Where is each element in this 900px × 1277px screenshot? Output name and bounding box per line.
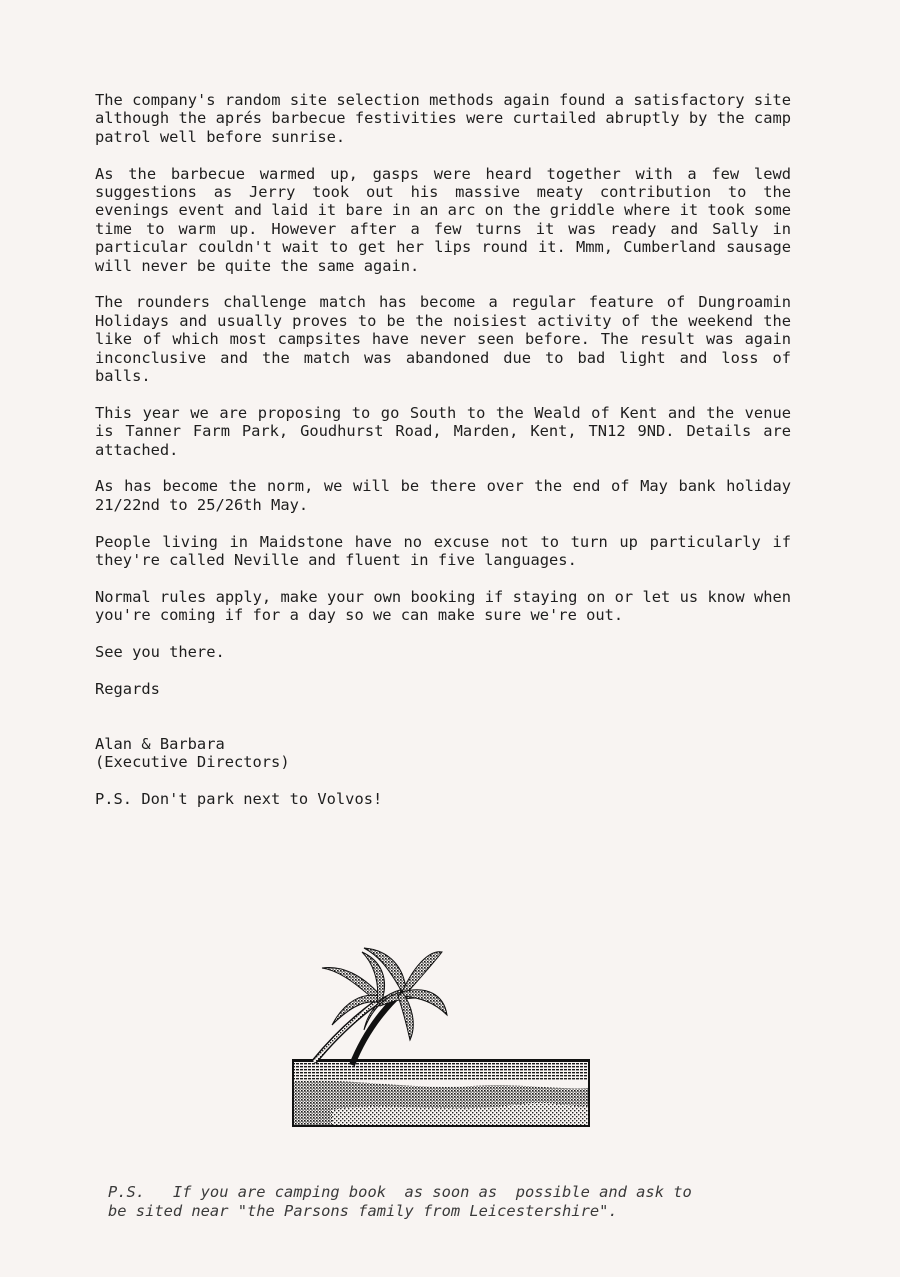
letter-body: [95, 91, 791, 827]
paragraph-rules: Normal rules apply, make your own booking if staying on or let us know when you're coming if for a day so we can make sure we're out.: [95, 587, 791, 625]
signature-block: [95, 735, 791, 772]
paragraph-venue: This year we are proposing to go South to the Weald of Kent and the venue is Tanner Farm Park, Goudhurst Road, Marden, Kent, TN12 9ND. Details are attached.: [95, 403, 791, 459]
signatory-title: (Executive Directors): [95, 753, 290, 772]
footer-postscript-line-2: be sited near "the Parsons family from Leicestershire".: [108, 1201, 618, 1220]
regards-line: Regards: [95, 679, 160, 698]
signatory-name: Alan & Barbara: [95, 735, 225, 754]
paragraph-dates: As has become the norm, we will be there over the end of May bank holiday 21/22nd to 25/26th May.: [95, 477, 791, 514]
see-you-line: See you there.: [95, 643, 225, 662]
palm-tree-beach-icon: [292, 940, 590, 1128]
paragraph-maidstone: People living in Maidstone have no excuse not to turn up particularly if they're called Neville and fluent in five languages.: [95, 532, 791, 570]
footer-postscript: [108, 1183, 808, 1220]
paragraph-barbecue: As the barbecue warmed up, gasps were heard together with a few lewd suggestions as Jerry took out his massive meaty contribution to the evenings event and laid it bare in an arc on the griddle where it took some time to warm up. However after a few turns it was ready and Sally in particular couldn't wait to get her lips round it. Mmm, Cumberland sausage will never be quite the same again.: [95, 164, 791, 275]
paragraph-site-selection: The company's random site selection methods again found a satisfactory site although the aprés barbecue festivities were curtailed abruptly by the camp patrol well before sunrise.: [95, 91, 791, 146]
paragraph-rounders: The rounders challenge match has become a regular feature of Dungroamin Holidays and usually proves to be the noisiest activity of the weekend the like of which most campsites have never seen before. The result was again inconclusive and the match was abandoned due to bad light and loss of balls.: [95, 293, 791, 386]
footer-postscript-line-1: P.S. If you are camping book as soon as possible and ask to: [108, 1183, 692, 1201]
postscript-line: P.S. Don't park next to Volvos!: [95, 790, 383, 809]
